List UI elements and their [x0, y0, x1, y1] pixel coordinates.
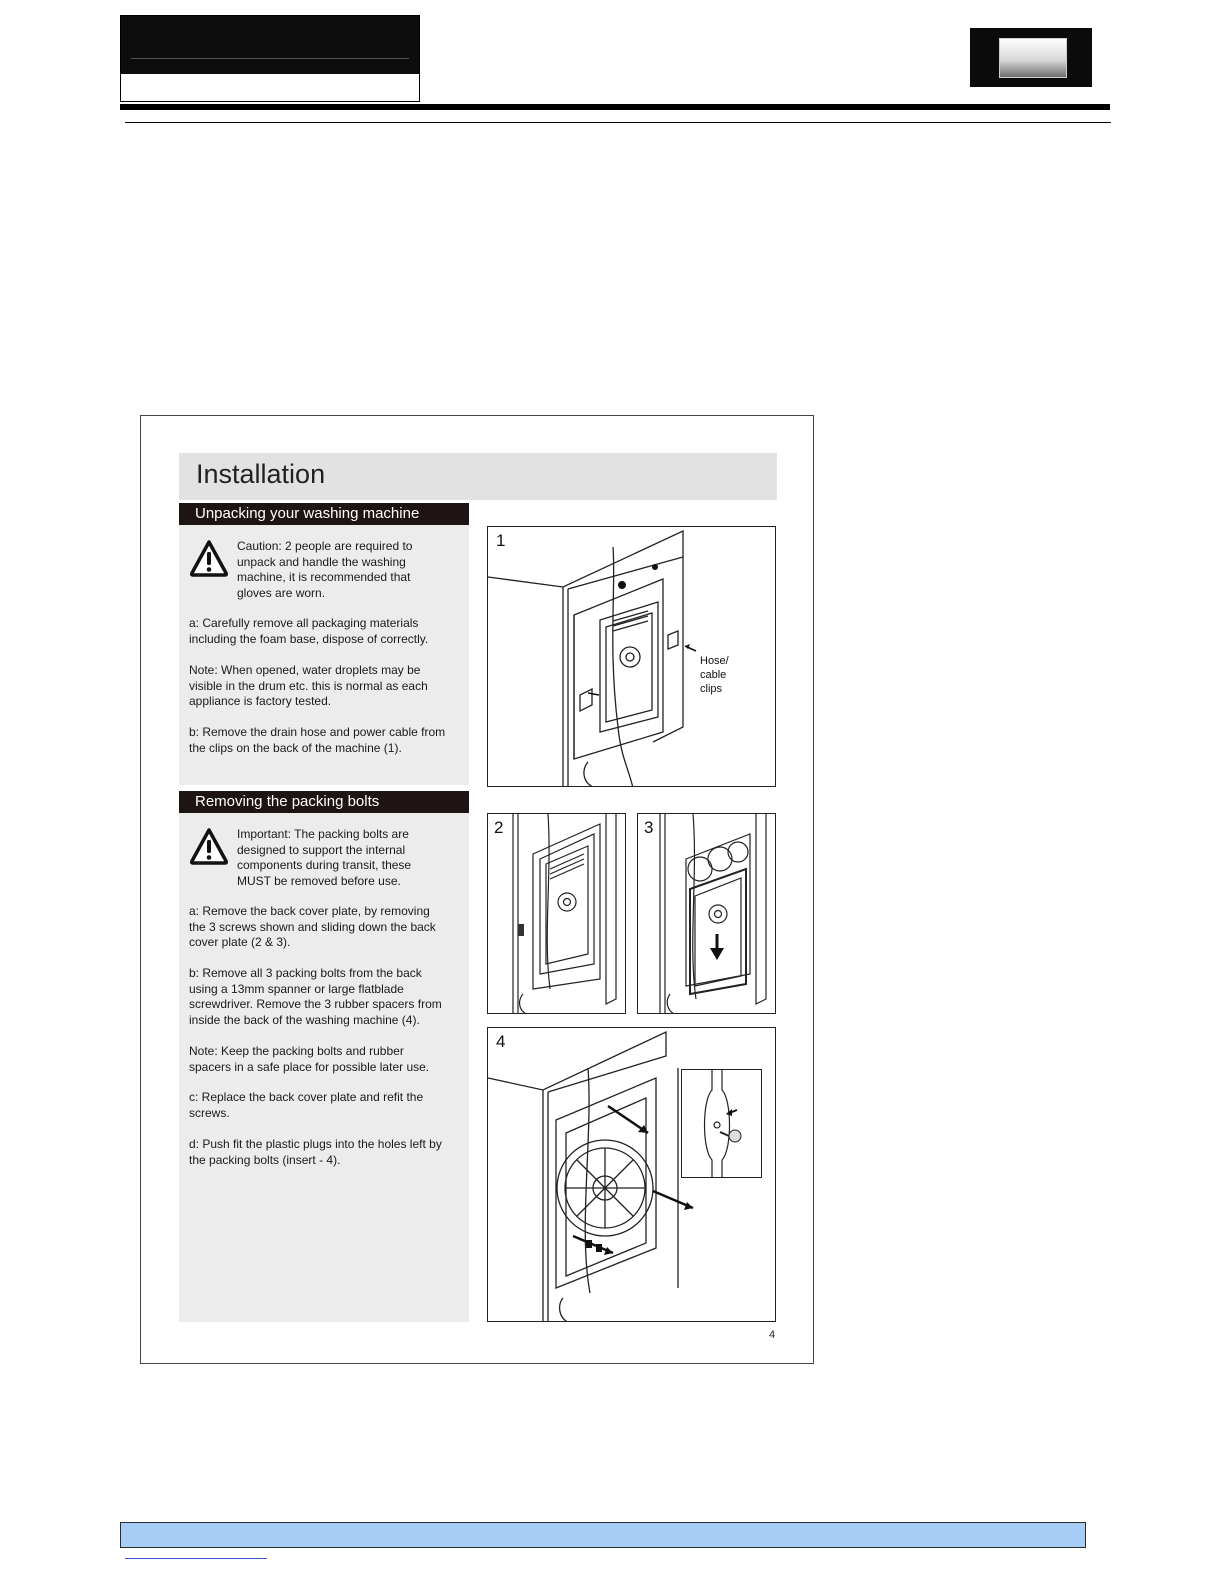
text-line: inside the back of the washing machine (4).: [189, 1012, 420, 1027]
text-line: the 3 screws shown and sliding down the back: [189, 919, 436, 934]
text-line: gloves are worn.: [237, 585, 326, 600]
header-rule-thin: [125, 122, 1111, 123]
header-rule-thick: [120, 104, 1110, 110]
text-line: components during transit, these: [237, 858, 412, 873]
text-line: b: Remove the drain hose and power cable from: [189, 725, 446, 739]
text-line: machine, it is recommended that: [237, 570, 411, 585]
figure-2-illustration: [488, 814, 626, 1014]
figure-4-insert: [681, 1069, 762, 1178]
packing-bolts-heading: Removing the packing bolts: [179, 791, 469, 813]
figure-1: [487, 526, 776, 787]
brand-logo-inner: [999, 38, 1067, 78]
figure-3-illustration: [638, 814, 776, 1014]
figure-3: [637, 813, 776, 1014]
text-line: a: Remove the back cover plate, by removing: [189, 904, 430, 918]
text-line: the packing bolts (insert - 4).: [189, 1152, 341, 1167]
text-line: visible in the drum etc. this is normal as each: [189, 678, 428, 693]
unpacking-heading: Unpacking your washing machine: [179, 503, 469, 525]
figure-3-number: 3: [644, 818, 654, 837]
important-text: [237, 827, 411, 889]
text-line: Note: Keep the packing bolts and rubber: [189, 1044, 404, 1058]
text-line: appliance is factory tested.: [189, 694, 332, 709]
bolts-step-d: [189, 1137, 442, 1168]
text-line: using a 13mm spanner or large flatblade: [189, 981, 404, 996]
figure-4: [487, 1027, 776, 1322]
text-line: c: Replace the back cover plate and refit the: [189, 1090, 424, 1104]
figure-1-illustration: [488, 527, 776, 787]
bolts-step-c: [189, 1090, 423, 1121]
text-line: cover plate (2 & 3).: [189, 935, 291, 950]
page-number: 4: [769, 1329, 776, 1341]
text-line: MUST be removed before use.: [237, 873, 401, 888]
packing-bolts-panel: [179, 791, 469, 1322]
caution-text: [237, 539, 412, 601]
plug-insert-illustration: [682, 1070, 761, 1177]
figure-4-number: 4: [496, 1032, 506, 1051]
text-line: screwdriver. Remove the 3 rubber spacers from: [189, 997, 442, 1012]
bolts-note: [189, 1044, 429, 1075]
text-line: a: Carefully remove all packaging materials: [189, 616, 419, 630]
unpack-note: [189, 663, 428, 710]
header-title-rule: [131, 58, 409, 59]
figure-1-number: 1: [496, 531, 506, 550]
footer-link[interactable]: [125, 1558, 267, 1559]
unpack-step-a: [189, 616, 428, 647]
bolts-step-b: [189, 966, 442, 1028]
header-title-fill: [121, 16, 419, 74]
callout-line: cable: [700, 669, 727, 681]
text-line: the clips on the back of the machine (1).: [189, 740, 402, 755]
callout-line: Hose/: [700, 655, 729, 667]
warning-triangle-icon: [189, 539, 229, 577]
figure-2: [487, 813, 626, 1014]
text-line: including the foam base, dispose of correctly.: [189, 631, 429, 646]
title-banner: [179, 453, 777, 500]
manual-page: [140, 415, 814, 1364]
text-line: designed to support the internal: [237, 842, 406, 857]
unpack-step-b: [189, 725, 445, 756]
text-line: Caution: 2 people are required to: [237, 539, 413, 553]
callout-line: clips: [700, 683, 723, 695]
text-line: Note: When opened, water droplets may be: [189, 663, 421, 677]
bolts-step-a: [189, 904, 436, 951]
unpacking-panel: [179, 503, 469, 785]
hose-clips-callout: [700, 654, 729, 696]
page-title: Installation: [196, 459, 326, 489]
text-line: screws.: [189, 1105, 230, 1120]
text-line: unpack and handle the washing: [237, 554, 406, 569]
text-line: Important: The packing bolts are: [237, 827, 409, 841]
figure-2-number: 2: [494, 818, 504, 837]
footer-bar: [120, 1522, 1086, 1548]
text-line: spacers in a safe place for possible later use.: [189, 1059, 430, 1074]
header-title-box: [120, 15, 420, 102]
text-line: b: Remove all 3 packing bolts from the back: [189, 966, 422, 980]
text-line: d: Push fit the plastic plugs into the holes left by: [189, 1137, 442, 1151]
warning-triangle-icon: [189, 827, 229, 865]
brand-logo: [970, 28, 1092, 87]
